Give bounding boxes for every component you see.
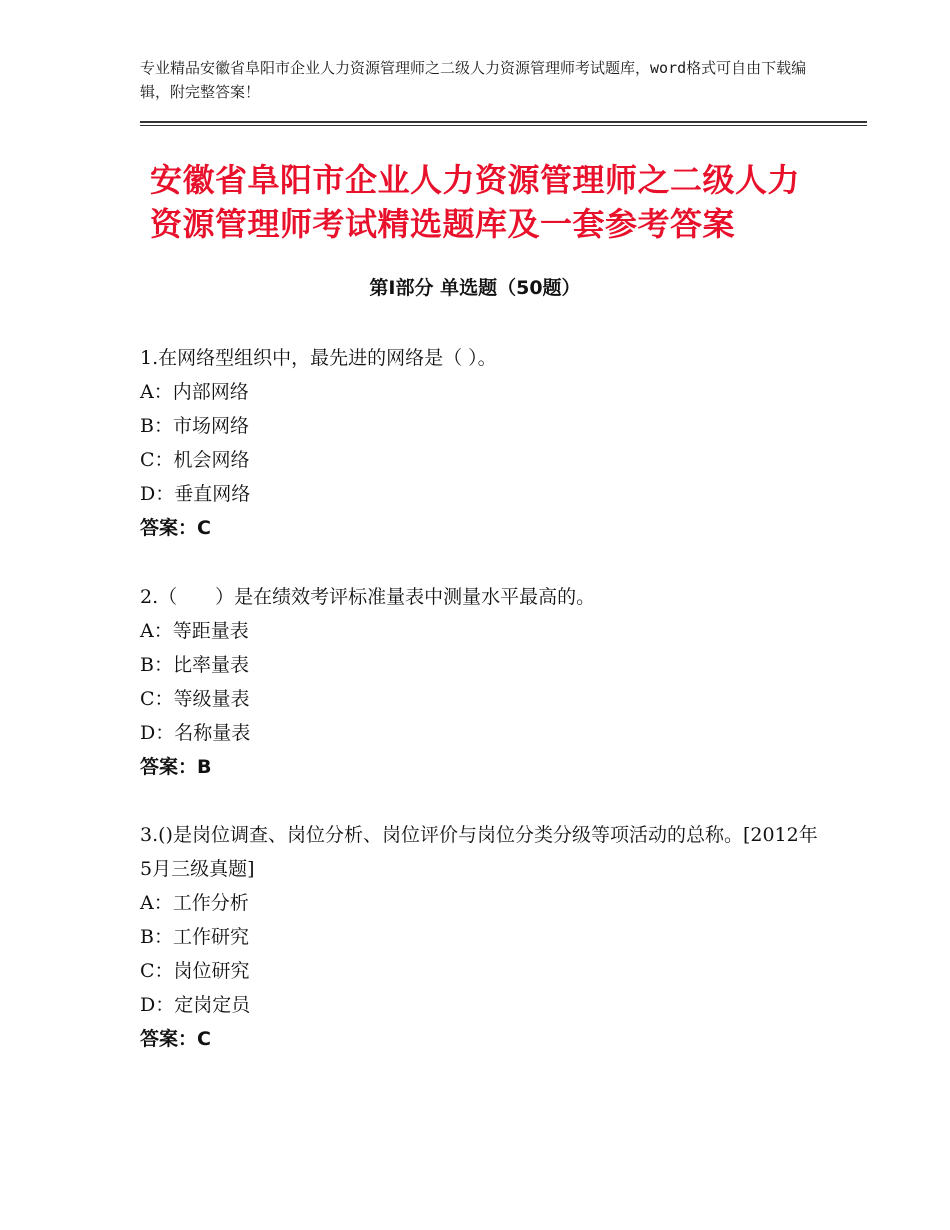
header-note: 专业精品安徽省阜阳市企业人力资源管理师之二级人力资源管理师考试题库，word格式可自由下载编辑，附完整答案！ (140, 59, 807, 101)
section-heading: 第Ⅰ部分 单选题（50题） (369, 277, 581, 299)
answer-line: 答案：C (140, 517, 211, 539)
question-stem: 2.（ ）是在绩效考评标准量表中测量水平最高的。 (140, 586, 596, 608)
header-divider-thin (140, 125, 867, 126)
option-d: D：定岗定员 (140, 994, 251, 1016)
question-2 (140, 580, 820, 784)
option-c: C：机会网络 (140, 449, 250, 471)
option-c: C：岗位研究 (140, 960, 250, 982)
option-c: C：等级量表 (140, 688, 250, 710)
option-a: A：工作分析 (140, 892, 249, 914)
answer-line: 答案：C (140, 1028, 211, 1050)
question-stem: 3.()是岗位调查、岗位分析、岗位评价与岗位分类分级等项活动的总称。[2012年5月三级真题] (140, 824, 818, 880)
document-title: 安徽省阜阳市企业人力资源管理师之二级人力资源管理师考试精选题库及一套参考答案 (150, 161, 801, 243)
option-d: D：垂直网络 (140, 483, 251, 505)
option-d: D：名称量表 (140, 722, 251, 744)
question-stem: 1.在网络型组织中，最先进的网络是（ ）。 (140, 347, 497, 369)
option-b: B：工作研究 (140, 926, 249, 948)
option-b: B：市场网络 (140, 415, 249, 437)
option-a: A：等距量表 (140, 620, 249, 642)
header-divider-thick (140, 121, 867, 123)
option-a: A：内部网络 (140, 381, 249, 403)
option-b: B：比率量表 (140, 654, 249, 676)
answer-line: 答案：B (140, 756, 212, 778)
question-1 (140, 341, 820, 545)
question-3 (140, 818, 820, 1056)
